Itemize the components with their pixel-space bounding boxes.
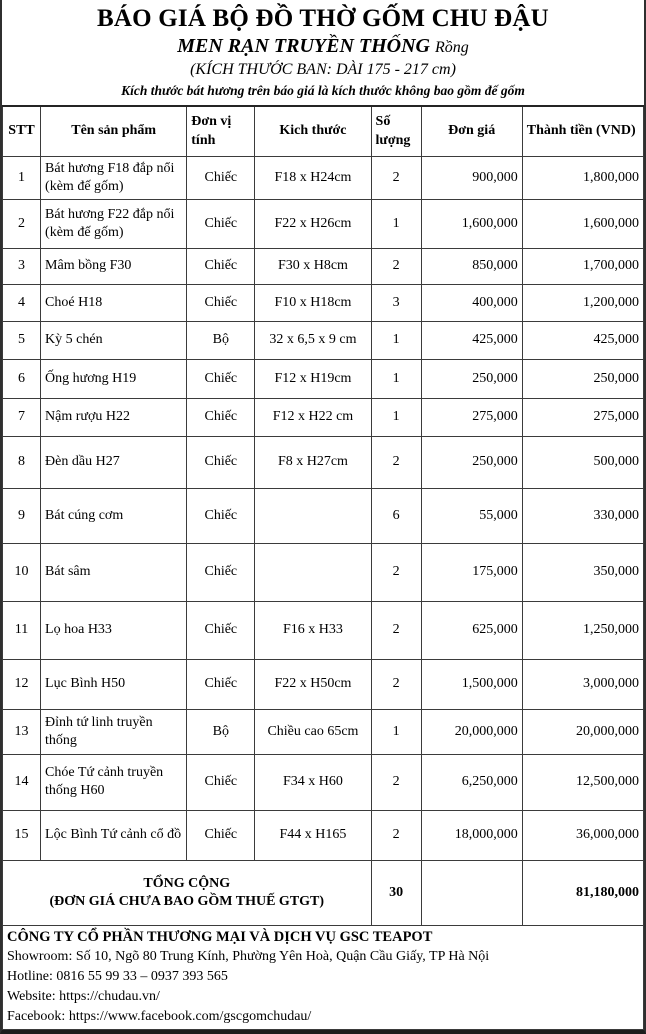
cell-product: Bát hương F18 đắp nổi (kèm đế gốm): [41, 156, 187, 199]
cell-size: F22 x H26cm: [255, 199, 371, 248]
table-row: [3, 284, 644, 321]
cell-size: F44 x H165: [255, 810, 371, 860]
cell-unit-price: 6,250,000: [421, 754, 522, 810]
cell-quantity: 1: [371, 199, 421, 248]
cell-line-total: 1,600,000: [522, 199, 643, 248]
cell-stt: 13: [3, 709, 41, 754]
company-info-row: [3, 925, 644, 1029]
cell-stt: 2: [3, 199, 41, 248]
cell-unit: Chiếc: [187, 754, 255, 810]
cell-line-total: 12,500,000: [522, 754, 643, 810]
cell-size: F12 x H22 cm: [255, 398, 371, 436]
cell-unit: Chiếc: [187, 199, 255, 248]
cell-unit-price: 18,000,000: [421, 810, 522, 860]
cell-quantity: 1: [371, 398, 421, 436]
cell-size: F22 x H50cm: [255, 659, 371, 709]
cell-line-total: 275,000: [522, 398, 643, 436]
cell-line-total: 1,200,000: [522, 284, 643, 321]
cell-quantity: 2: [371, 543, 421, 601]
cell-product: Chóe Tứ cảnh truyền thống H60: [41, 754, 187, 810]
cell-quantity: 1: [371, 709, 421, 754]
cell-product: Lộc Bình Tứ cảnh cổ đồ: [41, 810, 187, 860]
cell-product: Lục Bình H50: [41, 659, 187, 709]
cell-stt: 10: [3, 543, 41, 601]
table-row: [3, 398, 644, 436]
cell-unit: Chiếc: [187, 601, 255, 659]
cell-size: F34 x H60: [255, 754, 371, 810]
cell-unit: Chiếc: [187, 810, 255, 860]
company-name: CÔNG TY CỔ PHẦN THƯƠNG MẠI VÀ DỊCH VỤ GSC TEAPOT: [7, 928, 433, 945]
cell-size: 32 x 6,5 x 9 cm: [255, 321, 371, 359]
cell-product: Nậm rượu H22: [41, 398, 187, 436]
cell-stt: 14: [3, 754, 41, 810]
cell-unit-price: 900,000: [421, 156, 522, 199]
cell-quantity: 2: [371, 436, 421, 488]
cell-size: F10 x H18cm: [255, 284, 371, 321]
document-header: [2, 0, 644, 105]
grand-total-amount: 81,180,000: [522, 860, 643, 925]
cell-product: Choé H18: [41, 284, 187, 321]
document-subtitle: [8, 35, 638, 58]
cell-quantity: 3: [371, 284, 421, 321]
cell-size: Chiều cao 65cm: [255, 709, 371, 754]
cell-unit-price: 20,000,000: [421, 709, 522, 754]
cell-stt: 12: [3, 659, 41, 709]
cell-unit-price: 1,500,000: [421, 659, 522, 709]
cell-unit-price: 850,000: [421, 248, 522, 284]
cell-stt: 6: [3, 359, 41, 398]
cell-unit: Chiếc: [187, 156, 255, 199]
cell-unit: Chiếc: [187, 359, 255, 398]
cell-product: Ống hương H19: [41, 359, 187, 398]
cell-product: Bát hương F22 đắp nổi (kèm đế gốm): [41, 199, 187, 248]
col-header-size: Kich thước: [255, 106, 371, 156]
subtitle-suffix: Rồng: [435, 38, 469, 56]
cell-size: [255, 488, 371, 543]
table-row: [3, 321, 644, 359]
cell-stt: 1: [3, 156, 41, 199]
cell-size: F12 x H19cm: [255, 359, 371, 398]
cell-unit-price: 425,000: [421, 321, 522, 359]
page-title: BÁO GIÁ BỘ ĐỒ THỜ GỐM CHU ĐẬU: [97, 5, 549, 32]
col-header-product: Tên sản phẩm: [41, 106, 187, 156]
cell-line-total: 330,000: [522, 488, 643, 543]
cell-product: Kỳ 5 chén: [41, 321, 187, 359]
col-header-unit: Đơn vị tính: [187, 106, 255, 156]
cell-line-total: 20,000,000: [522, 709, 643, 754]
grand-total-label-line1: TỔNG CỘNG: [143, 875, 231, 891]
col-header-stt: STT: [3, 106, 41, 156]
grand-total-empty: [421, 860, 522, 925]
cell-unit-price: 250,000: [421, 436, 522, 488]
size-note: (KÍCH THƯỚC BAN: DÀI 175 - 217 cm): [190, 60, 456, 78]
cell-line-total: 350,000: [522, 543, 643, 601]
cell-product: Bát sâm: [41, 543, 187, 601]
cell-quantity: 2: [371, 248, 421, 284]
cell-unit-price: 250,000: [421, 359, 522, 398]
company-info-cell: [3, 925, 644, 1029]
table-row: [3, 436, 644, 488]
cell-size: F30 x H8cm: [255, 248, 371, 284]
cell-size: F8 x H27cm: [255, 436, 371, 488]
grand-total-label-line2: (ĐƠN GIÁ CHƯA BAO GỒM THUẾ GTGT): [49, 893, 325, 909]
cell-unit: Chiếc: [187, 488, 255, 543]
cell-stt: 8: [3, 436, 41, 488]
cell-size: F18 x H24cm: [255, 156, 371, 199]
cell-unit-price: 625,000: [421, 601, 522, 659]
cell-unit-price: 55,000: [421, 488, 522, 543]
cell-unit: Chiếc: [187, 248, 255, 284]
grand-total-row: [3, 860, 644, 925]
cell-unit: Bộ: [187, 321, 255, 359]
cell-unit: Chiếc: [187, 436, 255, 488]
cell-unit-price: 175,000: [421, 543, 522, 601]
cell-stt: 9: [3, 488, 41, 543]
table-row: [3, 156, 644, 199]
cell-quantity: 2: [371, 754, 421, 810]
cell-unit: Chiếc: [187, 398, 255, 436]
company-hotline: Hotline: 0816 55 99 33 – 0937 393 565: [7, 969, 228, 985]
cell-size: F16 x H33: [255, 601, 371, 659]
cell-line-total: 36,000,000: [522, 810, 643, 860]
table-header-row: [3, 106, 644, 156]
cell-product: Lọ hoa H33: [41, 601, 187, 659]
table-row: [3, 359, 644, 398]
table-row: [3, 659, 644, 709]
col-header-line-total: Thành tiền (VND): [522, 106, 643, 156]
table-row: [3, 543, 644, 601]
cell-stt: 15: [3, 810, 41, 860]
cell-stt: 5: [3, 321, 41, 359]
cell-unit: Chiếc: [187, 284, 255, 321]
cell-line-total: 425,000: [522, 321, 643, 359]
cell-stt: 4: [3, 284, 41, 321]
grand-total-quantity: 30: [371, 860, 421, 925]
cell-quantity: 1: [371, 321, 421, 359]
cell-unit-price: 275,000: [421, 398, 522, 436]
table-row: [3, 601, 644, 659]
table-row: [3, 754, 644, 810]
table-row: [3, 248, 644, 284]
cell-unit-price: 400,000: [421, 284, 522, 321]
cell-unit: Chiếc: [187, 659, 255, 709]
cell-product: Đèn dầu H27: [41, 436, 187, 488]
grand-total-label: [3, 860, 372, 925]
company-facebook: Facebook: https://www.facebook.com/gscgomchudau/: [7, 1009, 312, 1025]
cell-quantity: 2: [371, 659, 421, 709]
cell-quantity: 1: [371, 359, 421, 398]
cell-quantity: 2: [371, 810, 421, 860]
cell-quantity: 2: [371, 601, 421, 659]
table-row: [3, 199, 644, 248]
col-header-unit-price: Đơn giá: [421, 106, 522, 156]
cell-stt: 3: [3, 248, 41, 284]
cell-unit: Chiếc: [187, 543, 255, 601]
table-row: [3, 810, 644, 860]
cell-line-total: 500,000: [522, 436, 643, 488]
subtitle-main: MEN RẠN TRUYỀN THỐNG: [177, 34, 430, 57]
measurement-note: Kích thước bát hương trên báo giá là kích thước không bao gồm đế gốm: [121, 83, 525, 99]
table-row: [3, 709, 644, 754]
cell-line-total: 250,000: [522, 359, 643, 398]
cell-product: Bát cúng cơm: [41, 488, 187, 543]
cell-quantity: 6: [371, 488, 421, 543]
company-showroom: Showroom: Số 10, Ngõ 80 Trung Kính, Phường Yên Hoà, Quận Cầu Giấy, TP Hà Nội: [7, 949, 490, 965]
cell-product: Mâm bồng F30: [41, 248, 187, 284]
quote-table: [2, 105, 644, 1030]
cell-product: Đỉnh tứ linh truyền thống: [41, 709, 187, 754]
cell-unit-price: 1,600,000: [421, 199, 522, 248]
cell-unit: Bộ: [187, 709, 255, 754]
cell-size: [255, 543, 371, 601]
cell-line-total: 1,250,000: [522, 601, 643, 659]
cell-stt: 11: [3, 601, 41, 659]
cell-line-total: 1,800,000: [522, 156, 643, 199]
company-website: Website: https://chudau.vn/: [7, 989, 160, 1005]
cell-line-total: 3,000,000: [522, 659, 643, 709]
table-header: [3, 106, 644, 156]
cell-line-total: 1,700,000: [522, 248, 643, 284]
table-row: [3, 488, 644, 543]
cell-quantity: 2: [371, 156, 421, 199]
cell-stt: 7: [3, 398, 41, 436]
col-header-quantity: Số lượng: [371, 106, 421, 156]
